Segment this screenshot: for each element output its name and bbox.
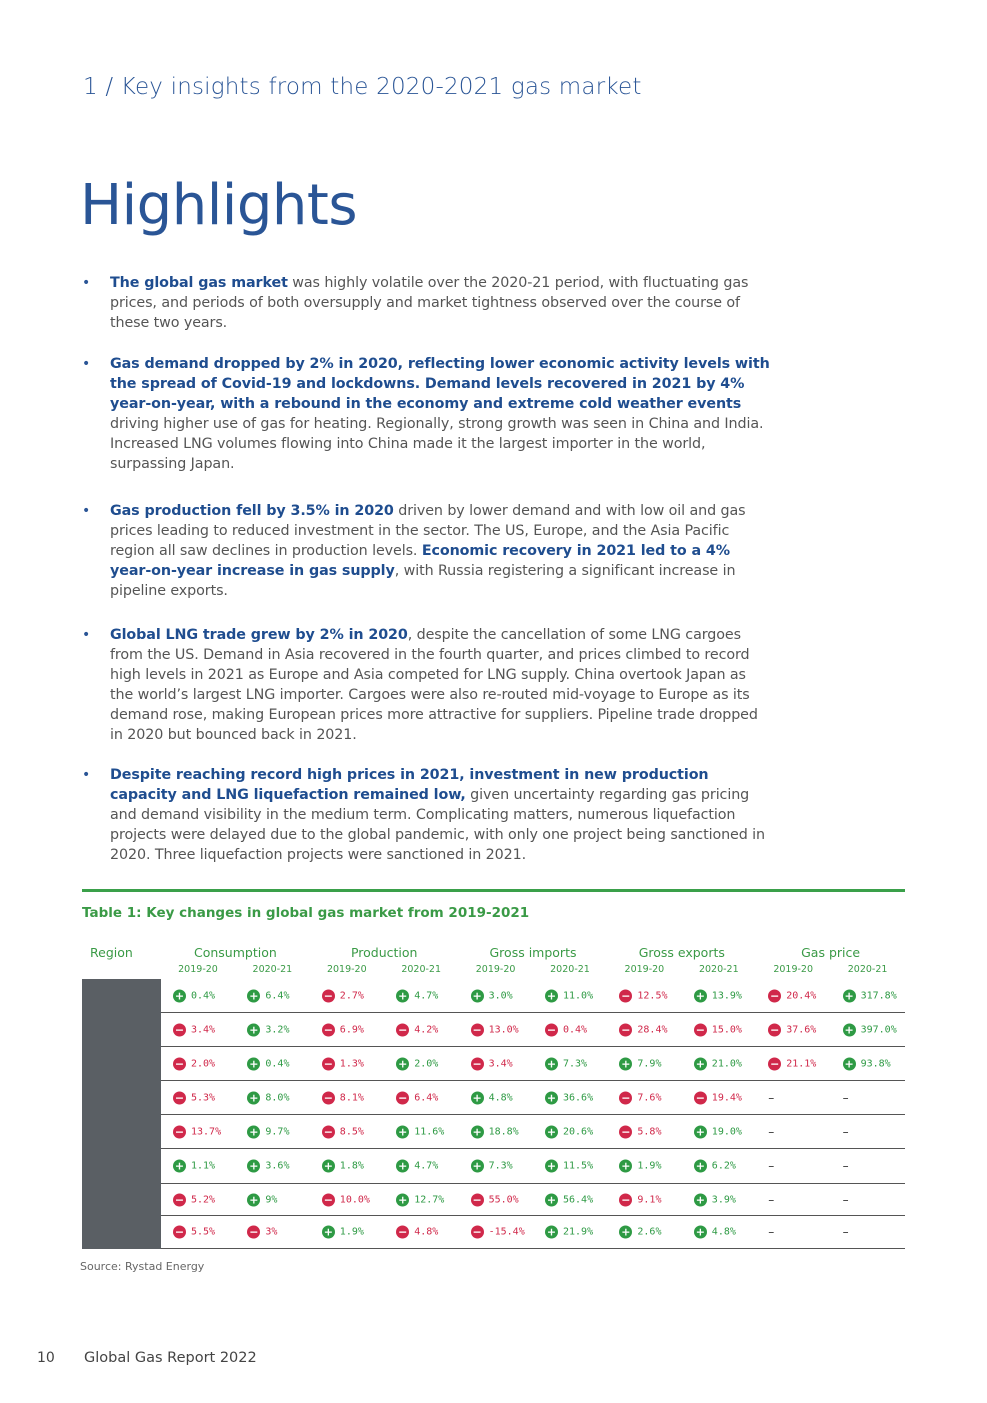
column-year-header: 2020-21: [550, 964, 590, 975]
minus-circle-icon: −: [249, 1225, 259, 1239]
cell-value: 2.7%: [339, 990, 364, 1001]
empty-cell: –: [768, 1192, 775, 1207]
increase-cell: [619, 1226, 661, 1239]
increase-cell: [471, 1160, 513, 1173]
cell-value: 13.9%: [711, 990, 742, 1001]
plus-circle-icon: +: [398, 989, 408, 1002]
plus-circle-icon: +: [844, 1057, 854, 1070]
decrease-cell: [768, 989, 816, 1002]
cell-value: 8.1%: [339, 1092, 364, 1103]
cell-value: 12.7%: [414, 1194, 445, 1205]
plus-circle-icon: +: [174, 1159, 185, 1173]
bullet-bold-text: The global gas market: [110, 275, 288, 291]
empty-cell: –: [842, 1192, 849, 1207]
increase-cell: [173, 989, 215, 1002]
table-header: [82, 942, 905, 978]
plus-circle-icon: +: [472, 1125, 482, 1138]
increase-cell: [247, 1023, 289, 1036]
column-year-header: 2019-20: [773, 964, 814, 975]
cell-value: 6.9%: [339, 1024, 364, 1035]
plus-circle-icon: +: [249, 1125, 259, 1138]
bullet-bold-text: Economic recovery in 2021 led to a 4% year-on-year increase in gas supply: [110, 543, 730, 579]
increase-cell: [694, 1125, 742, 1138]
increase-cell: [396, 1125, 444, 1138]
increase-cell: [396, 1160, 438, 1173]
cell-value: 21.1%: [786, 1058, 817, 1069]
highlight-bullet: [110, 625, 770, 745]
bullet-text: , despite the cancellation of some LNG cargoes from the US. Demand in Asia recovered in the fourth quarter, and prices climbed to record high levels in 2021 as Europe and Asia competed for LNG supply. China overtook Japan as the world’s largest LNG importer. Cargoes were also re-routed mid-voyage to Europe as its demand rose, making European prices more attractive for suppliers. Pipeline trade dropped in 2020 but bounced back in 2021.: [110, 627, 758, 743]
increase-cell: [545, 1057, 587, 1070]
cell-value: 9.1%: [637, 1194, 662, 1205]
decrease-cell: [396, 1091, 438, 1104]
empty-cell: –: [842, 1225, 849, 1239]
decrease-cell: [768, 1023, 816, 1036]
cell-value: 7.3%: [488, 1160, 513, 1172]
increase-cell: [694, 989, 742, 1002]
empty-cell: –: [768, 1159, 775, 1173]
cell-value: 11.0%: [563, 990, 594, 1001]
cell-value: 13.0%: [488, 1024, 519, 1035]
increase-cell: [173, 1160, 215, 1173]
decrease-cell: [322, 1023, 364, 1036]
cell-value: 21.9%: [563, 1226, 594, 1238]
plus-circle-icon: +: [621, 1057, 631, 1070]
column-year-header: 2019-20: [475, 964, 516, 975]
column-group-header: Gross imports: [489, 945, 577, 960]
plus-circle-icon: +: [546, 1057, 557, 1070]
column-year-header: 2020-21: [401, 964, 442, 975]
plus-circle-icon: +: [398, 1125, 408, 1138]
column-group-header: Gross exports: [638, 945, 725, 960]
cell-value: 7.3%: [563, 1058, 588, 1069]
bullet-bold-text: Global LNG trade grew by 2% in 2020: [110, 627, 408, 643]
decrease-cell: [396, 1226, 438, 1239]
cell-value: 5.8%: [637, 1126, 662, 1137]
cell-value: 4.7%: [414, 1160, 439, 1172]
plus-circle-icon: +: [249, 1091, 259, 1104]
plus-circle-icon: +: [398, 1159, 408, 1173]
footer-report-title: Global Gas Report 2022: [84, 1350, 257, 1366]
minus-circle-icon: −: [174, 1057, 185, 1070]
plus-circle-icon: +: [695, 1057, 705, 1070]
bullet-text: given uncertainty regarding gas pricing and demand visibility in the medium term. Complicating matters, numerous liquefaction projects were delayed due to the global pandemic, with only one project being sanctioned in 2020. Three liquefaction projects were sanctioned in 2021.: [110, 787, 766, 863]
minus-circle-icon: −: [770, 1023, 780, 1036]
minus-circle-icon: −: [174, 1125, 185, 1138]
increase-cell: [694, 1160, 736, 1173]
increase-cell: [322, 1160, 364, 1173]
region-column: [82, 979, 161, 1249]
cell-value: 5.5%: [191, 1226, 216, 1238]
bullet-bold-text: Despite reaching record high prices in 2021, investment in new production capacity and LNG liquefaction remained low,: [110, 767, 709, 803]
increase-cell: [545, 1193, 593, 1206]
cell-value: 9%: [265, 1194, 278, 1205]
cell-value: 9.7%: [265, 1126, 290, 1137]
cell-value: 6.4%: [414, 1092, 439, 1103]
cell-value: 12.5%: [637, 990, 668, 1001]
cell-value: 8.0%: [265, 1092, 290, 1103]
decrease-cell: [768, 1057, 816, 1070]
empty-cell: –: [768, 1090, 775, 1105]
cell-value: 11.6%: [414, 1126, 445, 1137]
cell-value: 4.2%: [414, 1024, 439, 1035]
increase-cell: [545, 1125, 593, 1138]
cell-value: 4.8%: [488, 1092, 513, 1103]
table-row: [161, 1047, 905, 1081]
cell-value: 10.0%: [339, 1194, 370, 1205]
plus-circle-icon: +: [546, 1159, 557, 1173]
minus-circle-icon: −: [472, 1023, 482, 1036]
cell-value: 7.6%: [637, 1092, 662, 1103]
bullet-text: , with Russia registering a significant increase in pipeline exports.: [110, 563, 736, 599]
decrease-cell: [173, 1023, 215, 1036]
increase-cell: [247, 989, 289, 1002]
minus-circle-icon: −: [323, 1023, 333, 1036]
minus-circle-icon: −: [472, 1193, 482, 1206]
cell-value: 2.0%: [414, 1058, 439, 1069]
increase-cell: [545, 1160, 593, 1173]
minus-circle-icon: −: [621, 1125, 631, 1138]
cell-value: 36.6%: [563, 1092, 594, 1103]
column-group-header: Production: [350, 945, 418, 960]
plus-circle-icon: +: [323, 1159, 333, 1173]
bullet-text: driving higher use of gas for heating. Regionally, strong growth was seen in China and India. Increased LNG volumes flowing into China made it the largest importer in the world, surpassing Japan.: [110, 416, 764, 472]
increase-cell: [247, 1091, 289, 1104]
increase-cell: [247, 1125, 289, 1138]
table-row: [161, 1216, 905, 1249]
plus-circle-icon: +: [472, 989, 482, 1002]
increase-cell: [545, 1226, 593, 1239]
section-title: 1 / Key insights from the 2020-2021 gas market: [83, 74, 642, 100]
cell-value: 6.2%: [711, 1160, 736, 1172]
table-row: [161, 1013, 905, 1047]
cell-value: 21.0%: [711, 1058, 742, 1069]
page-number: 10: [37, 1350, 55, 1366]
cell-value: 6.4%: [265, 990, 290, 1001]
cell-value: 8.5%: [339, 1126, 364, 1137]
plus-circle-icon: +: [621, 1225, 631, 1239]
decrease-cell: [545, 1023, 587, 1036]
cell-value: 5.3%: [191, 1092, 216, 1103]
cell-value: 1.8%: [339, 1160, 364, 1172]
plus-circle-icon: +: [695, 1225, 705, 1239]
table-row: [161, 1115, 905, 1149]
decrease-cell: [396, 1023, 438, 1036]
increase-cell: [247, 1193, 277, 1206]
decrease-cell: [173, 1057, 215, 1070]
increase-cell: [396, 1193, 444, 1206]
table-row: [161, 1149, 905, 1184]
plus-circle-icon: +: [249, 1057, 259, 1070]
plus-circle-icon: +: [844, 989, 854, 1002]
table-row: [161, 979, 905, 1013]
minus-circle-icon: −: [695, 1023, 705, 1036]
empty-cell: –: [768, 1124, 775, 1139]
decrease-cell: [694, 1023, 742, 1036]
cell-value: 0.4%: [191, 990, 216, 1001]
increase-cell: [471, 1125, 519, 1138]
plus-circle-icon: +: [398, 1057, 408, 1070]
minus-circle-icon: −: [174, 1091, 185, 1104]
minus-circle-icon: −: [621, 1023, 631, 1036]
decrease-cell: [619, 989, 667, 1002]
cell-value: 19.4%: [711, 1092, 742, 1103]
increase-cell: [694, 1057, 742, 1070]
column-year-header: 2019-20: [178, 964, 218, 975]
bullet-text: was highly volatile over the 2020-21 period, with fluctuating gas prices, and periods of both oversupply and market tightness observed over the course of these two years.: [110, 275, 749, 331]
column-group-header: Consumption: [194, 945, 277, 960]
decrease-cell: [471, 1023, 519, 1036]
minus-circle-icon: −: [770, 989, 780, 1002]
decrease-cell: [322, 1193, 370, 1206]
cell-value: 5.2%: [191, 1194, 216, 1205]
empty-cell: –: [842, 1090, 849, 1105]
minus-circle-icon: −: [174, 1023, 185, 1036]
cell-value: 1.9%: [637, 1160, 662, 1172]
plus-circle-icon: +: [546, 1193, 557, 1206]
increase-cell: [471, 989, 513, 1002]
minus-circle-icon: −: [546, 1023, 557, 1036]
plus-circle-icon: +: [546, 1125, 557, 1138]
minus-circle-icon: −: [398, 1091, 408, 1104]
bullet-bold-text: Gas production fell by 3.5% in 2020: [110, 503, 394, 519]
plus-circle-icon: +: [844, 1023, 854, 1036]
bullet-text: driven by lower demand and with low oil and gas prices leading to reduced investment in the sector. The US, Europe, and the Asia Pacific region all saw declines in production levels.: [110, 503, 746, 559]
cell-value: 1.3%: [339, 1058, 364, 1069]
plus-circle-icon: +: [546, 1091, 557, 1104]
cell-value: 18.8%: [488, 1126, 519, 1137]
increase-cell: [694, 1193, 736, 1206]
cell-value: 11.5%: [563, 1160, 594, 1172]
cell-value: 55.0%: [488, 1194, 519, 1205]
minus-circle-icon: −: [621, 989, 631, 1002]
plus-circle-icon: +: [323, 1225, 333, 1239]
increase-cell: [545, 989, 593, 1002]
plus-circle-icon: +: [398, 1193, 408, 1206]
cell-value: 3.6%: [265, 1160, 290, 1172]
cell-value: 4.8%: [711, 1226, 736, 1238]
highlight-bullet: [110, 765, 770, 865]
minus-circle-icon: −: [323, 1057, 333, 1070]
bullet-bold-text: Gas demand dropped by 2% in 2020, reflecting lower economic activity levels with the spread of Covid-19 and lockdowns. Demand levels recovered in 2021 by 4% year-on-year, with a rebound in the economy and extreme cold weather events: [110, 356, 770, 412]
cell-value: 15.0%: [711, 1024, 742, 1035]
plus-circle-icon: +: [695, 1159, 705, 1173]
increase-cell: [247, 1160, 289, 1173]
table-row: [161, 1081, 905, 1115]
minus-circle-icon: −: [472, 1057, 482, 1070]
increase-cell: [619, 1057, 661, 1070]
plus-circle-icon: +: [249, 1193, 259, 1206]
cell-value: 13.7%: [191, 1126, 222, 1137]
decrease-cell: [619, 1091, 661, 1104]
decrease-cell: [471, 1057, 513, 1070]
column-year-header: 2019-20: [326, 964, 367, 975]
decrease-cell: [173, 1125, 221, 1138]
highlight-bullet: [110, 354, 770, 474]
cell-value: 4.7%: [414, 990, 439, 1001]
cell-value: 4.8%: [414, 1226, 439, 1238]
minus-circle-icon: −: [323, 1193, 333, 1206]
table-title: Table 1: Key changes in global gas market from 2019-2021: [82, 905, 530, 921]
minus-circle-icon: −: [323, 989, 333, 1002]
plus-circle-icon: +: [249, 989, 259, 1002]
decrease-cell: [322, 1091, 364, 1104]
increase-cell: [843, 1057, 891, 1070]
cell-value: 7.9%: [637, 1058, 662, 1069]
plus-circle-icon: +: [546, 1225, 557, 1239]
column-year-header: 2020-21: [252, 964, 293, 975]
table-source: Source: Rystad Energy: [80, 1260, 205, 1273]
cell-value: 317.8%: [860, 990, 897, 1001]
minus-circle-icon: −: [770, 1057, 780, 1070]
plus-circle-icon: +: [472, 1159, 482, 1173]
empty-cell: –: [842, 1159, 849, 1173]
increase-cell: [396, 1057, 438, 1070]
cell-value: 20.6%: [563, 1126, 594, 1137]
decrease-cell: [471, 1193, 519, 1206]
increase-cell: [843, 1023, 897, 1036]
minus-circle-icon: −: [174, 1193, 185, 1206]
plus-circle-icon: +: [695, 1193, 705, 1206]
cell-value: 28.4%: [637, 1024, 668, 1035]
minus-circle-icon: −: [398, 1023, 408, 1036]
decrease-cell: [173, 1193, 215, 1206]
cell-value: -15.4%: [488, 1226, 525, 1238]
cell-value: 56.4%: [563, 1194, 594, 1205]
decrease-cell: [619, 1023, 667, 1036]
column-year-header: 2020-21: [698, 964, 739, 975]
cell-value: 19.0%: [711, 1126, 742, 1137]
plus-circle-icon: +: [249, 1023, 259, 1036]
plus-circle-icon: +: [695, 1125, 705, 1138]
cell-value: 1.1%: [191, 1160, 216, 1172]
page-heading: Highlights: [80, 173, 357, 238]
decrease-cell: [322, 1125, 364, 1138]
decrease-cell: [694, 1091, 742, 1104]
region-header: Region: [90, 945, 133, 960]
decrease-cell: [173, 1226, 215, 1239]
plus-circle-icon: +: [621, 1159, 631, 1173]
column-group-header: Gas price: [801, 945, 861, 960]
highlight-bullet: [110, 501, 770, 601]
plus-circle-icon: +: [472, 1091, 482, 1104]
minus-circle-icon: −: [621, 1091, 631, 1104]
decrease-cell: [619, 1125, 661, 1138]
increase-cell: [694, 1226, 736, 1239]
table-top-rule: [82, 889, 905, 892]
cell-value: 1.9%: [339, 1226, 364, 1238]
minus-circle-icon: −: [174, 1225, 185, 1239]
cell-value: 20.4%: [786, 990, 817, 1001]
empty-cell: –: [768, 1225, 775, 1239]
cell-value: 0.4%: [563, 1024, 588, 1035]
cell-value: 0.4%: [265, 1058, 290, 1069]
increase-cell: [247, 1057, 289, 1070]
cell-value: 3.2%: [265, 1024, 290, 1035]
cell-value: 3.4%: [191, 1024, 216, 1035]
cell-value: 3.9%: [711, 1194, 736, 1205]
decrease-cell: [619, 1193, 661, 1206]
column-year-header: 2020-21: [847, 964, 888, 975]
cell-value: 3.0%: [488, 990, 513, 1001]
cell-value: 397.0%: [860, 1024, 897, 1035]
cell-value: 93.8%: [860, 1058, 891, 1069]
plus-circle-icon: +: [695, 989, 705, 1002]
highlight-bullet: [110, 273, 770, 333]
decrease-cell: [173, 1091, 215, 1104]
decrease-cell: [247, 1226, 277, 1239]
increase-cell: [619, 1160, 661, 1173]
minus-circle-icon: −: [695, 1091, 705, 1104]
minus-circle-icon: −: [472, 1225, 482, 1239]
increase-cell: [322, 1226, 364, 1239]
table-row: [161, 1184, 905, 1216]
increase-cell: [843, 989, 897, 1002]
plus-circle-icon: +: [546, 989, 557, 1002]
cell-value: 2.0%: [191, 1058, 216, 1069]
cell-value: 2.6%: [637, 1226, 662, 1238]
decrease-cell: [471, 1226, 525, 1239]
plus-circle-icon: +: [249, 1159, 259, 1173]
increase-cell: [396, 989, 438, 1002]
increase-cell: [471, 1091, 513, 1104]
minus-circle-icon: −: [621, 1193, 631, 1206]
decrease-cell: [322, 989, 364, 1002]
minus-circle-icon: −: [323, 1091, 333, 1104]
minus-circle-icon: −: [398, 1225, 408, 1239]
increase-cell: [545, 1091, 593, 1104]
cell-value: 37.6%: [786, 1024, 817, 1035]
decrease-cell: [322, 1057, 364, 1070]
minus-circle-icon: −: [323, 1125, 333, 1138]
plus-circle-icon: +: [174, 989, 185, 1002]
empty-cell: –: [842, 1124, 849, 1139]
column-year-header: 2019-20: [624, 964, 665, 975]
cell-value: 3%: [265, 1226, 278, 1238]
cell-value: 3.4%: [488, 1058, 513, 1069]
